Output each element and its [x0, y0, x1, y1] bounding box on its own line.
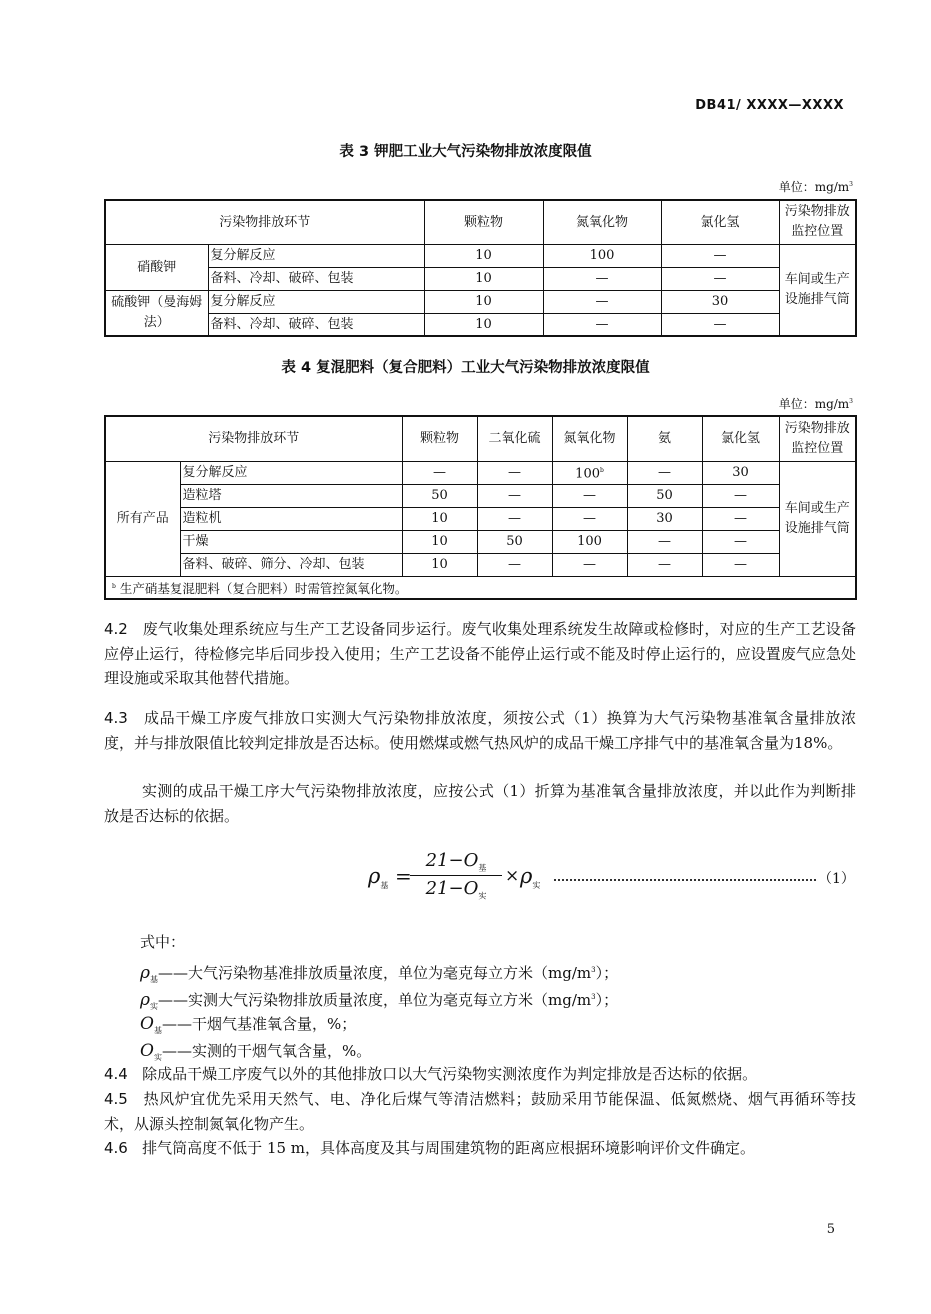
value-cell: 10 — [402, 507, 477, 530]
section-4-3-paragraph-2: 实测的成品干燥工序大气污染物排放浓度，应按公式（1）折算为基准氧含量排放浓度，并以此作为判断排放是否达标的依据。 — [104, 782, 856, 825]
section-4-4: 4.4 除成品干燥工序废气以外的其他排放口以大气污染物实测浓度作为判定排放是否达标的依据。 — [104, 1065, 758, 1083]
table-row — [105, 290, 856, 313]
value-cell: 50 — [627, 484, 702, 507]
value-cell: — — [477, 484, 552, 507]
stage-cell: 备料、冷却、破碎、包装 — [208, 267, 424, 290]
symbol-def: $O_基——$干烟气基准氧含量，%； — [140, 1014, 357, 1035]
symbol-def: $\rho_实——$实测大气污染物排放质量浓度，单位为毫克每立方米$(mg/m^3)$； — [140, 990, 619, 1011]
table3-caption: 表 3 钾肥工业大气污染物排放浓度限值 — [339, 144, 592, 160]
value-cell: — — [477, 553, 552, 576]
table-header: 氯化氢 — [702, 416, 779, 461]
table-row — [105, 553, 856, 576]
table-header: 污染物排放监控位置 — [779, 200, 856, 244]
value-cell: — — [661, 244, 779, 267]
table-header: 氨 — [627, 416, 702, 461]
table-row — [105, 461, 856, 484]
table3-unit: 单位：$mg/m^3$ — [778, 180, 853, 194]
value-cell: 50 — [402, 484, 477, 507]
value-cell: — — [661, 267, 779, 290]
product-cell: 所有产品 — [105, 461, 180, 576]
stage-cell: 造粒机 — [180, 507, 402, 530]
table-header: 颗粒物 — [402, 416, 477, 461]
value-cell: — — [627, 530, 702, 553]
section-4-3: 4.3 成品干燥工序废气排放口实测大气污染物排放浓度，须按公式（1）换算为大气污染物基准氧含量排放浓度，并与排放限值比较判定排放是否达标。使用燃煤或燃气热风炉的成品干燥工序排气中的基准氧含量为18%。 — [104, 709, 856, 752]
page-number: 5 — [826, 1222, 835, 1237]
formula — [368, 850, 855, 910]
formula-number: （1） — [818, 871, 855, 887]
value-cell: 100$^b$ — [552, 461, 627, 484]
formula-numerator: $21-O_基$ — [425, 850, 487, 873]
table-header: 氮氧化物 — [552, 416, 627, 461]
value-cell: 10 — [424, 290, 543, 313]
document-code: DB41/ XXXX—XXXX — [695, 98, 844, 113]
value-cell: — — [477, 507, 552, 530]
value-cell: — — [661, 313, 779, 336]
table4-caption: 表 4 复混肥料（复合肥料）工业大气污染物排放浓度限值 — [281, 360, 650, 376]
table-row — [105, 313, 856, 336]
value-cell: 100 — [552, 530, 627, 553]
stage-cell: 备料、破碎、筛分、冷却、包装 — [180, 553, 402, 576]
formula-rho-real: $\rho_实$ — [520, 864, 541, 891]
value-cell: — — [543, 290, 661, 313]
value-cell: — — [702, 507, 779, 530]
value-cell: 30 — [627, 507, 702, 530]
section-4-6: 4.6 排气筒高度不低于 15 m，具体高度及其与周围建筑物的距离应根据环境影响评价文件确定。 — [104, 1139, 756, 1157]
value-cell: — — [702, 484, 779, 507]
value-cell: — — [627, 461, 702, 484]
value-cell: 10 — [402, 530, 477, 553]
value-cell: 10 — [424, 313, 543, 336]
monitor-location-cell: 车间或生产设施排气筒 — [779, 244, 856, 336]
table-header: 污染物排放环节 — [105, 416, 402, 461]
value-cell: — — [543, 267, 661, 290]
value-cell: — — [702, 530, 779, 553]
value-cell: 10 — [402, 553, 477, 576]
table3 — [104, 199, 857, 337]
value-cell: — — [477, 461, 552, 484]
monitor-location-cell: 车间或生产设施排气筒 — [779, 461, 856, 576]
value-cell: — — [702, 553, 779, 576]
table-header: 污染物排放环节 — [105, 200, 424, 244]
table4-unit: 单位：$mg/m^3$ — [778, 397, 853, 411]
table-row — [105, 507, 856, 530]
formula-equals: = — [395, 864, 412, 888]
product-cell: 硫酸钾（曼海姆法） — [105, 290, 208, 336]
value-cell: — — [552, 553, 627, 576]
stage-cell: 备料、冷却、破碎、包装 — [208, 313, 424, 336]
stage-cell: 复分解反应 — [180, 461, 402, 484]
stage-cell: 复分解反应 — [208, 244, 424, 267]
section-4-5: 4.5 热风炉宜优先采用天然气、电、净化后煤气等清洁燃料；鼓励采用节能保温、低氮燃烧、烟气再循环等技术，从源头控制氮氧化物产生。 — [104, 1090, 856, 1133]
table-row — [105, 530, 856, 553]
stage-cell: 复分解反应 — [208, 290, 424, 313]
table4 — [104, 415, 857, 600]
section-4-2: 4.2 废气收集处理系统应与生产工艺设备同步运行。废气收集处理系统发生故障或检修时，对应的生产工艺设备应停止运行，待检修完毕后同步投入使用；生产工艺设备不能停止运行或不能及时停止运行的，应设置废气应急处理设施或采取其他替代措施。 — [104, 620, 856, 687]
value-cell: 30 — [702, 461, 779, 484]
table-note: $^b$ 生产硝基复混肥料（复合肥料）时需管控氮氧化物。 — [105, 576, 856, 599]
symbol-def: $\rho_基——$大气污染物基准排放质量浓度，单位为毫克每立方米$(mg/m^3)$； — [140, 963, 619, 984]
value-cell: — — [402, 461, 477, 484]
table-row — [105, 267, 856, 290]
table-header: 污染物排放监控位置 — [779, 416, 856, 461]
formula-lhs: $\rho_基$ — [368, 864, 389, 891]
table-header: 二氧化硫 — [477, 416, 552, 461]
value-cell: — — [627, 553, 702, 576]
where-label: 式中： — [140, 933, 186, 951]
table-row — [105, 244, 856, 267]
stage-cell: 造粒塔 — [180, 484, 402, 507]
value-cell: — — [552, 507, 627, 530]
value-cell: — — [543, 313, 661, 336]
formula-denominator: $21-O_实$ — [425, 878, 487, 901]
stage-cell: 干燥 — [180, 530, 402, 553]
table-header: 氯化氢 — [661, 200, 779, 244]
table-row — [105, 484, 856, 507]
value-cell: 10 — [424, 267, 543, 290]
value-cell: 10 — [424, 244, 543, 267]
value-cell: 50 — [477, 530, 552, 553]
symbol-def: $O_实——$实测的干烟气氧含量，%。 — [140, 1041, 372, 1062]
table-header: 颗粒物 — [424, 200, 543, 244]
value-cell: — — [552, 484, 627, 507]
value-cell: 30 — [661, 290, 779, 313]
table-header: 氮氧化物 — [543, 200, 661, 244]
value-cell: 100 — [543, 244, 661, 267]
product-cell: 硝酸钾 — [105, 244, 208, 290]
formula-times: × — [505, 866, 520, 886]
